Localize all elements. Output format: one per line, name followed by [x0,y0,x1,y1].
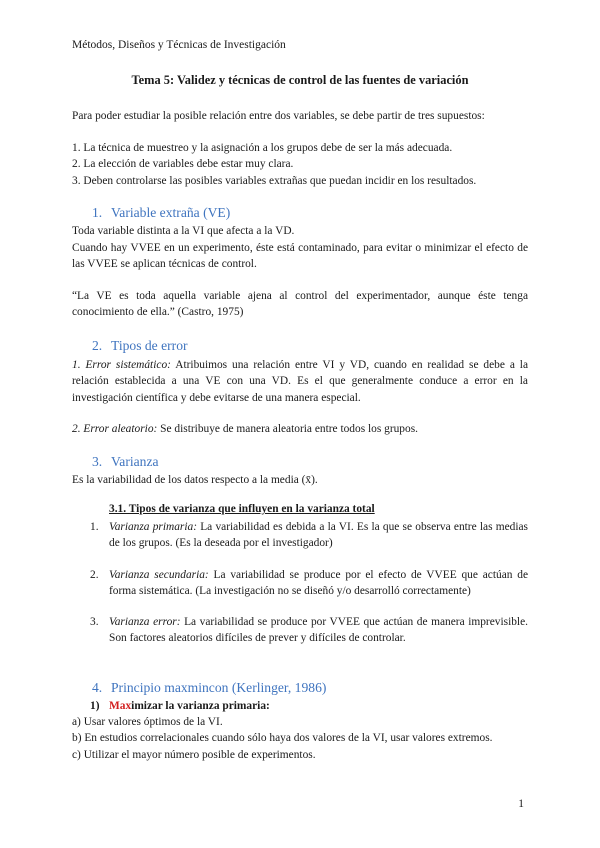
systematic-error-label: 1. Error sistemático: [72,359,171,371]
section-number: 3. [92,454,103,469]
section-title: Varianza [111,454,159,469]
maxmincon-list [72,714,528,763]
section-number: 2. [92,338,103,353]
maxmincon-line: a) Usar valores óptimos de la VI. [72,716,223,728]
section-number: 4. [92,680,103,695]
list-number: 3. [90,616,99,628]
assumption-item: 1. La técnica de muestreo y la asignación a los grupos debe de ser la más adecuada. [72,142,453,154]
variance-text: La variabilidad se produce por el efecto de VVEE que actúan de forma sistemática. (La investigación no se diseñó y/o desarrolló correctamente) [109,569,529,598]
random-error-label: 2. Error aleatorio: [72,423,158,435]
section-title: Variable extraña (VE) [111,205,231,220]
ve-paragraph: Cuando hay VVEE en un experimento, éste está contaminado, para evitar o minimizar el efecto de las VVEE se aplican técnicas de control. [72,242,528,271]
variance-text: La variabilidad se produce por VVEE que actúan de manera imprevisible. Son factores aleatorios difíciles de prever y difíciles de controlar. [109,616,529,645]
section-heading-varianza [92,454,159,470]
list-text [109,519,528,552]
maxmincon-item-title: imizar la varianza primaria: [131,700,270,712]
section-heading-variable-extrana [92,205,230,221]
systematic-error-text: Atribuimos una relación entre VI y VD, cuando en realidad se debe a la relación establecida a una VE con una VD. Es el que generalmente conduce a error en la investigación científica y debe evitarse de una manera especial. [72,359,528,404]
section-title: Principio maxmincon (Kerlinger, 1986) [111,680,327,695]
varianza-definition: Es la variabilidad de los datos respecto a la media (x̄). [72,474,318,486]
page-number: 1 [518,798,524,810]
document-title: Tema 5: Validez y técnicas de control de las fuentes de variación [131,73,469,87]
assumptions-list [72,140,528,189]
ve-definition: Toda variable distinta a la VI que afecta a la VD. [72,225,295,237]
list-text [109,567,528,600]
section-number: 1. [92,205,103,220]
systematic-error-paragraph [72,357,528,406]
list-number: 1. [90,521,99,533]
maxmincon-line: c) Utilizar el mayor número posible de experimentos. [72,748,316,761]
variance-label: Varianza secundaria: [109,569,209,581]
maxmincon-line: b) En estudios correlacionales cuando sólo haya dos valores de la VI, usar valores extremos. [72,732,493,745]
maxmincon-item-emphasis: Max [109,700,132,712]
variance-label: Varianza error: [109,616,181,628]
list-text [109,614,528,647]
random-error-paragraph [72,421,528,437]
section-title: Tipos de error [111,338,188,353]
ve-quote: “La VE es toda aquella variable ajena al control del experimentador, aunque éste tenga conocimiento de ella.” (Castro, 1975) [72,290,528,319]
assumption-item: 2. La elección de variables debe estar muy clara. [72,158,294,171]
section-heading-tipos-error [92,338,188,354]
section-heading-maxmincon [92,680,326,696]
assumption-item: 3. Deben controlarse las posibles variables extrañas que puedan incidir en los resultados. [72,174,477,187]
random-error-text: Se distribuye de manera aleatoria entre todos los grupos. [157,423,418,435]
variance-label: Varianza primaria: [109,521,198,533]
maxmincon-item-number: 1) [90,700,100,712]
subsection-title: 3.1. Tipos de varianza que influyen en la varianza total [109,503,375,515]
running-head: Métodos, Diseños y Técnicas de Investigación [72,39,286,51]
variance-text: La variabilidad es debida a la VI. Es la que se observa entre las medias de los grupos. (Es la deseada por el investigador) [109,521,528,550]
intro-paragraph: Para poder estudiar la posible relación entre dos variables, se debe partir de tres supuestos: [72,110,485,122]
list-number: 2. [90,569,99,581]
maxmincon-item [90,698,270,714]
